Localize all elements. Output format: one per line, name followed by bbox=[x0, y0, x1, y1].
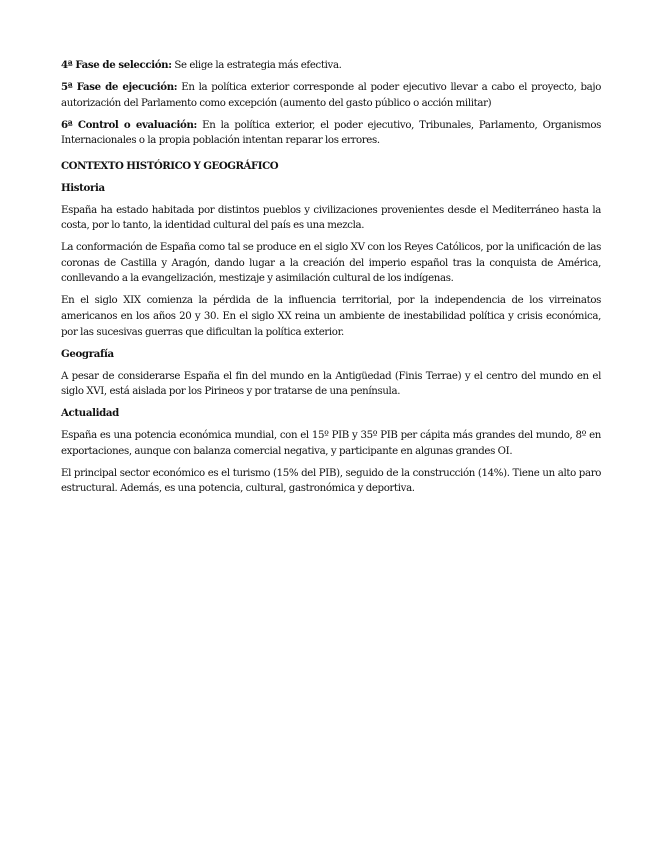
phase-6-label: 6ª Control o evaluación: bbox=[61, 118, 197, 131]
phase-5-paragraph bbox=[61, 80, 601, 111]
historia-paragraph-3: En el siglo XIX comienza la pérdida de la influencia territorial, por la independencia de los virreinatos americanos en los años 20 y 30. En el siglo XX reina un ambiente de inestabilidad política y crisis económica, por las sucesivas guerras que dificultan la política exterior. bbox=[61, 295, 601, 338]
phase-4-text: Se elige la estrategia más efectiva. bbox=[171, 60, 342, 71]
historia-heading: Historia bbox=[61, 181, 105, 194]
phase-4-label: 4ª Fase de selección: bbox=[61, 59, 172, 71]
geografia-paragraph-1: A pesar de considerarse España el fin del mundo en la Antigüedad (Finis Terrae) y el centro del mundo en el siglo XVI, está aislada por los Pirineos y por tratarse de una península. bbox=[61, 370, 601, 398]
phase-6-text: En la política exterior, el poder ejecutivo, Tribunales, Parlamento, Organismos Internacionales o la propia población intentan reparar los errores. bbox=[61, 119, 601, 147]
phase-6-paragraph bbox=[61, 118, 601, 149]
actualidad-heading: Actualidad bbox=[61, 407, 119, 420]
phase-5-label: 5ª Fase de ejecución: bbox=[61, 80, 178, 93]
document-page bbox=[61, 58, 601, 503]
actualidad-paragraph-2: El principal sector económico es el turismo (15% del PIB), seguido de la construcción (14%). Tiene un alto paro estructural. Además, es una potencia, cultural, gastronómica y deportiva. bbox=[61, 467, 601, 495]
geografia-heading: Geografía bbox=[61, 347, 114, 360]
actualidad-paragraph-1: España es una potencia económica mundial, con el 15º PIB y 35º PIB per cápita más grandes del mundo, 8º en exportaciones, aunque con balanza comercial negativa, y participante en algunas grandes OI. bbox=[61, 430, 601, 457]
section-title: CONTEXTO HISTÓRICO Y GEOGRÁFICO bbox=[61, 159, 279, 172]
phase-5-text: En la política exterior corresponde al poder ejecutivo llevar a cabo el proyecto, bajo autorización del Parlamento como excepción (aumento del gasto público o acción militar) bbox=[61, 81, 601, 109]
historia-paragraph-1: España ha estado habitada por distintos pueblos y civilizaciones provenientes desde el Mediterráneo hasta la costa, por lo tanto, la identidad cultural del país es una mezcla. bbox=[61, 204, 601, 232]
phase-4-paragraph bbox=[61, 58, 601, 74]
historia-paragraph-2: La conformación de España como tal se produce en el siglo XV con los Reyes Católicos, por la unificación de las coronas de Castilla y Aragón, dando lugar a la creación del imperio español tras la conquista de América, conllevando a la evangelización, mestizaje y asimilación cultural de los indígenas. bbox=[61, 242, 601, 285]
